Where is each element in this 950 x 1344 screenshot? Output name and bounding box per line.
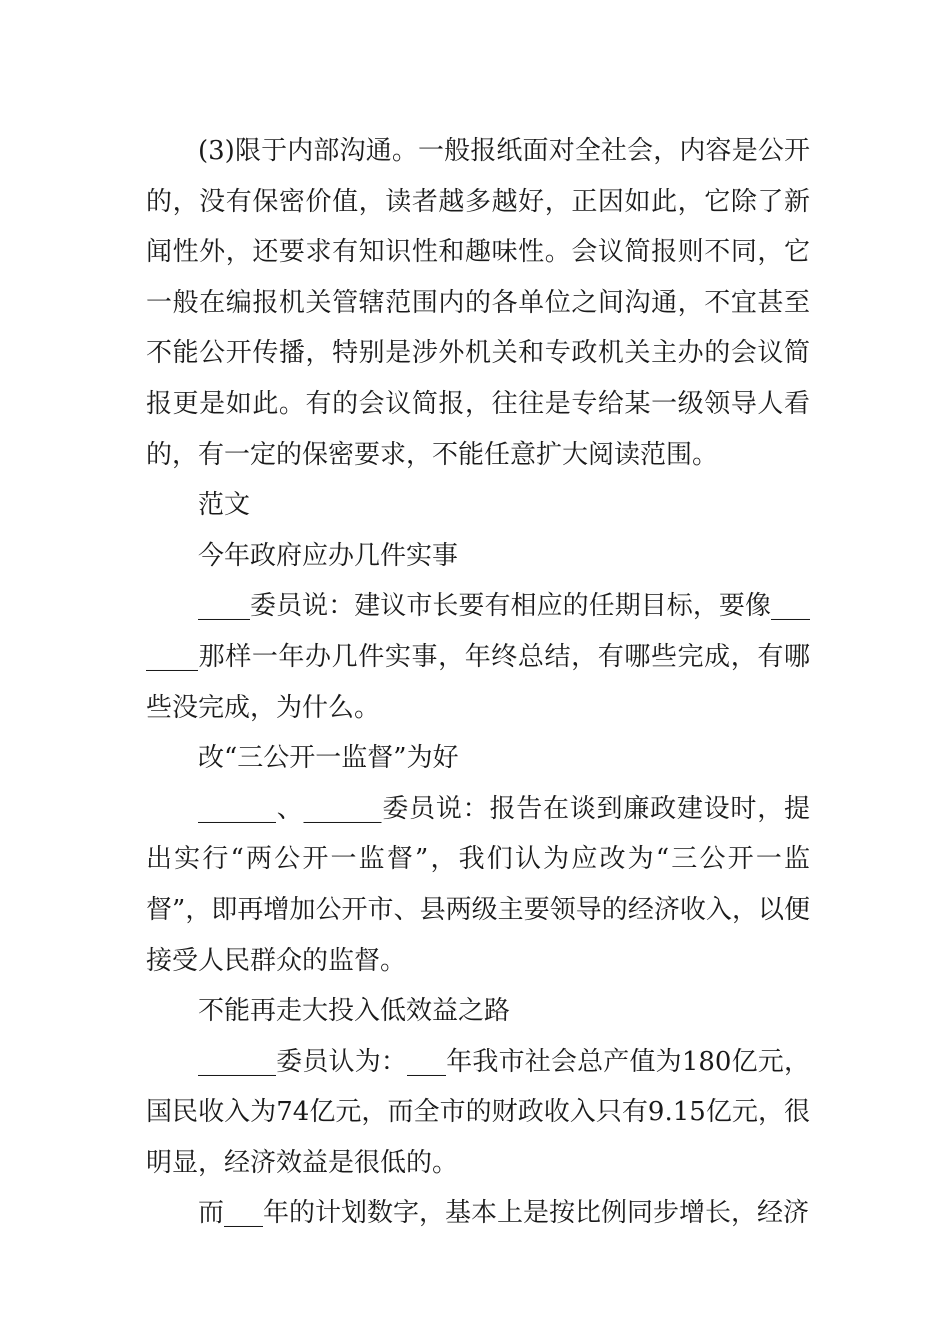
- paragraph-plan-figures: 而___年的计划数字，基本上是按比例同步增长，经济: [198, 1198, 810, 1229]
- heading-sample-text: 范文: [198, 490, 251, 521]
- heading-low-efficiency: 不能再走大投入低效益之路: [198, 996, 511, 1027]
- heading-three-disclosures: 改“三公开一监督”为好: [198, 743, 459, 774]
- heading-government-tasks: 今年政府应办几件实事: [198, 540, 459, 571]
- document-body: [146, 126, 810, 1239]
- paragraph-government-tasks: ____委员说：建议市长要有相应的任期目标，要像_______那样一年办几件实事，年终总结，有哪些完成，有哪些没完成，为什么。: [146, 591, 810, 723]
- paragraph-economic-figures: ______委员认为：___年我市社会总产值为180亿元，国民收入为74亿元，而全市的财政收入只有9.15亿元，很明显，经济效益是很低的。: [146, 1046, 810, 1178]
- paragraph-confidentiality: (3)限于内部沟通。一般报纸面对全社会，内容是公开的，没有保密价值，读者越多越好，正因如此，它除了新闻性外，还要求有知识性和趣味性。会议简报则不同，它一般在编报机关管辖范围内的各单位之间沟通，不宜甚至不能公开传播，特别是涉外机关和专政机关主办的会议简报更是如此。有的会议简报，往往是专给某一级领导人看的，有一定的保密要求，不能任意扩大阅读范围。: [146, 136, 810, 470]
- paragraph-three-disclosures: ______、______委员说：报告在谈到廉政建设时，提出实行“两公开一监督”，我们认为应改为“三公开一监督”，即再增加公开市、县两级主要领导的经济收入，以便接受人民群众的监督。: [146, 793, 810, 976]
